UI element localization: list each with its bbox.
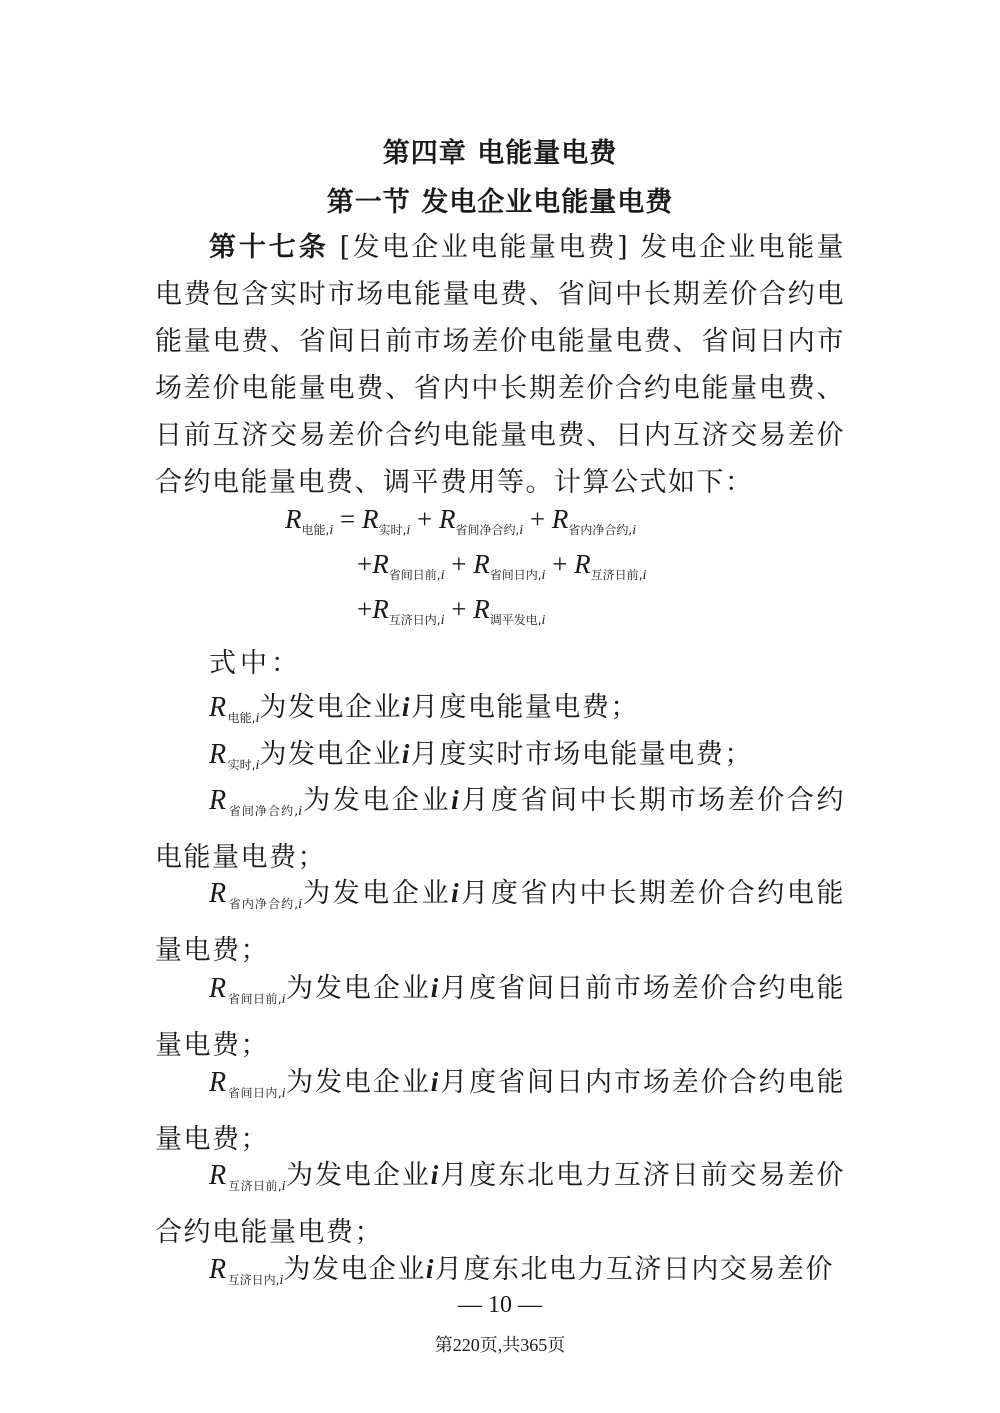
article-body: [发电企业电能量电费] 发电企业电能量电费包含实时市场电能量电费、省间中长期差价合约电能量电费、省间日前市场差价电能量电费、省间日内市场差价电能量电费、省内中长期差价合约电能量电费、日前互济交易差价合约电能量电费、日内互济交易差价合约电能量电费、调平费用等。计算公式如下： <box>155 232 845 498</box>
chapter-title: 第四章 电能量电费 <box>382 138 618 169</box>
formula-line-3: $+R_{互济日内,i} + R_{调平发电,i}$ <box>357 594 546 628</box>
article-label: 第十七条 <box>209 232 329 263</box>
article-paragraph <box>155 224 845 506</box>
section-title: 第一节 发电企业电能量电费 <box>326 187 674 218</box>
page-number: — 10 — <box>458 1292 542 1318</box>
formula-line-2: $+R_{省间日前,i} + R_{省间日内,i} + R_{互济日前,i}$ <box>357 549 647 583</box>
definition-item: $R_{省间日内,i}$为发电企业i月度省间日内市场差价合约电能量电费； <box>155 1067 846 1155</box>
page-counter: 第220页,共365页 <box>434 1335 566 1355</box>
definition-item: $R_{省内净合约,i}$为发电企业i月度省内中长期差价合约电能量电费； <box>155 878 845 966</box>
definition-item: $R_{电能,i}$为发电企业i月度电能量电费； <box>209 692 639 726</box>
definition-item: $R_{互济日内,i}$为发电企业i月度东北电力互济日内交易差价 <box>209 1254 834 1288</box>
where-label: 式中： <box>209 648 302 679</box>
definition-item: $R_{互济日前,i}$为发电企业i月度东北电力互济日前交易差价合约电能量电费； <box>155 1160 846 1248</box>
definition-item: $R_{省间日前,i}$为发电企业i月度省间日前市场差价合约电能量电费； <box>155 973 846 1061</box>
formula-line-1: $R_{电能,i} = R_{实时,i} + R_{省间净合约,i} + R_{省内净合约,i}$ <box>285 504 637 538</box>
definition-item: $R_{实时,i}$为发电企业i月度实时市场电能量电费； <box>209 739 753 773</box>
definition-item: $R_{省间净合约,i}$为发电企业i月度省间中长期市场差价合约电能量电费； <box>155 785 845 873</box>
